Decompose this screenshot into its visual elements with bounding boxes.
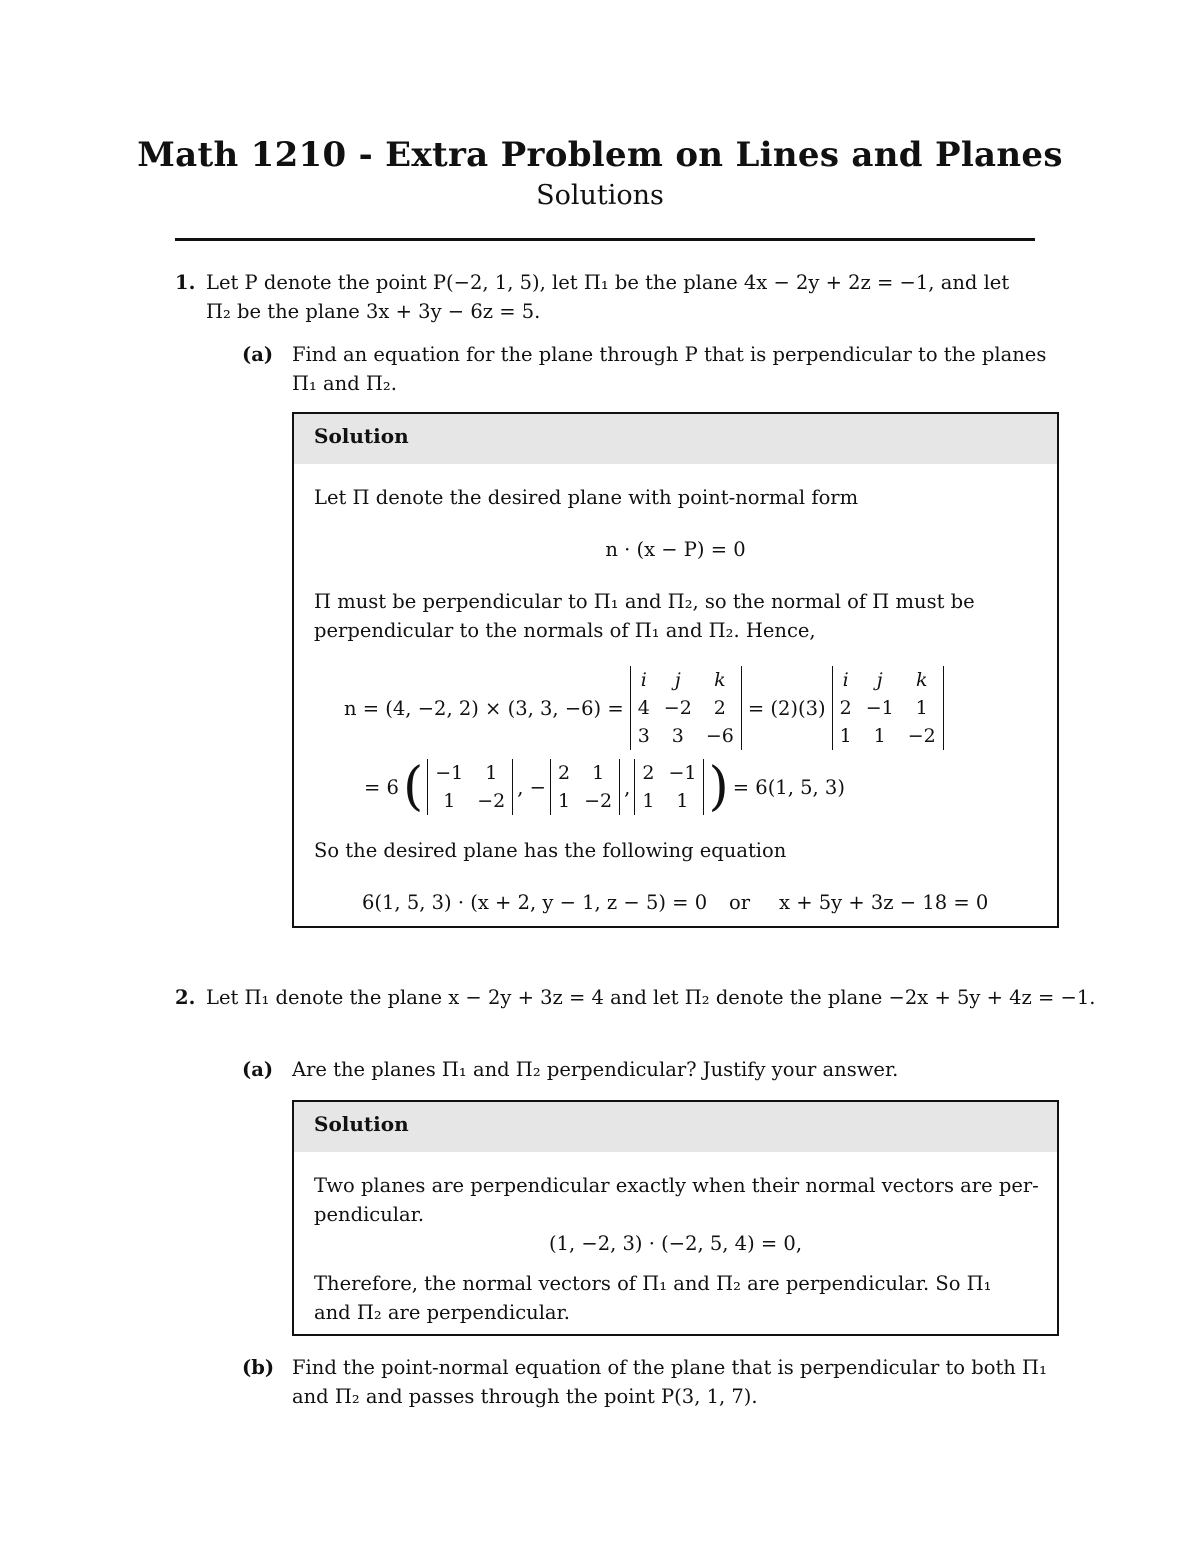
solution-2a-line1: Two planes are perpendicular exactly when their normal vectors are per- xyxy=(314,1174,1039,1197)
final-equation-right: x + 5y + 3z − 18 = 0 xyxy=(779,891,989,914)
solution-2a-line4: and Π₂ are perpendicular. xyxy=(314,1301,570,1324)
final-equation-left: 6(1, 5, 3) · (x + 2, y − 1, z − 5) = 0 xyxy=(362,891,708,914)
point-normal-equation: n · (x − P) = 0 xyxy=(605,538,746,561)
solution-1a-line1: Let Π denote the desired plane with point-normal form xyxy=(314,486,859,509)
cross-product-row xyxy=(344,664,944,752)
problem-2a-question: Are the planes Π₁ and Π₂ perpendicular? Justify your answer. xyxy=(292,1058,899,1081)
title-rule xyxy=(175,238,1035,241)
solution-2a-line2: pendicular. xyxy=(314,1203,425,1226)
minor-separator-1: , − xyxy=(517,775,547,799)
problem-2a-label: (a) xyxy=(242,1058,274,1081)
minor-separator-2: , xyxy=(624,775,631,799)
problem-1a-label: (a) xyxy=(242,343,274,366)
minor-2: 2 1 1 −2 xyxy=(550,759,620,815)
expand-result: = 6(1, 5, 3) xyxy=(732,775,845,799)
expand-prefix: = 6 xyxy=(364,775,399,799)
problem-2b-question-line2: and Π₂ and passes through the point P(3, 1, 7). xyxy=(292,1385,758,1408)
factor-text: = (2)(3) xyxy=(747,696,826,720)
solution-1a-line2: Π must be perpendicular to Π₁ and Π₂, so the normal of Π must be xyxy=(314,590,975,613)
solution-2a-line3: Therefore, the normal vectors of Π₁ and Π₂ are perpendicular. So Π₁ xyxy=(314,1272,992,1295)
right-paren: ) xyxy=(708,757,729,817)
problem-1-statement-line2: Π₂ be the plane 3x + 3y − 6z = 5. xyxy=(206,300,541,323)
problem-1a-question-line1: Find an equation for the plane through P that is perpendicular to the planes xyxy=(292,343,1047,366)
minor-3: 2 −1 1 1 xyxy=(634,759,704,815)
solution-heading: Solution xyxy=(294,414,1057,464)
document-title: Math 1210 - Extra Problem on Lines and Planes xyxy=(137,135,1063,175)
problem-1-number: 1. xyxy=(175,271,196,294)
solution-box-2a xyxy=(292,1100,1059,1336)
problem-2b-question-line1: Find the point-normal equation of the plane that is perpendicular to both Π₁ xyxy=(292,1356,1047,1379)
final-equation-or: or xyxy=(729,891,751,914)
minor-1: −1 1 1 −2 xyxy=(427,759,513,815)
determinant-2: i j k 2 −1 1 1 1 −2 xyxy=(832,666,944,750)
solution-box-1a xyxy=(292,412,1059,928)
problem-2-statement: Let Π₁ denote the plane x − 2y + 3z = 4 and let Π₂ denote the plane −2x + 5y + 4z = −1. xyxy=(206,986,1096,1009)
left-paren: ( xyxy=(402,757,424,817)
cross-product-lhs: n = (4, −2, 2) × (3, 3, −6) = xyxy=(344,696,624,720)
solution-1a-line4: So the desired plane has the following equation xyxy=(314,839,787,862)
expansion-row xyxy=(364,756,845,818)
solution-heading: Solution xyxy=(294,1102,1057,1152)
dot-product-equation: (1, −2, 3) · (−2, 5, 4) = 0, xyxy=(548,1232,803,1255)
problem-1-statement-line1: Let P denote the point P(−2, 1, 5), let Π₁ be the plane 4x − 2y + 2z = −1, and let xyxy=(206,271,1010,294)
solution-1a-line3: perpendicular to the normals of Π₁ and Π₂. Hence, xyxy=(314,619,816,642)
problem-2-number: 2. xyxy=(175,986,196,1009)
problem-1a-question-line2: Π₁ and Π₂. xyxy=(292,372,397,395)
document-subtitle: Solutions xyxy=(536,180,664,211)
determinant-1: i j k 4 −2 2 3 3 −6 xyxy=(630,666,742,750)
problem-2b-label: (b) xyxy=(242,1356,275,1379)
